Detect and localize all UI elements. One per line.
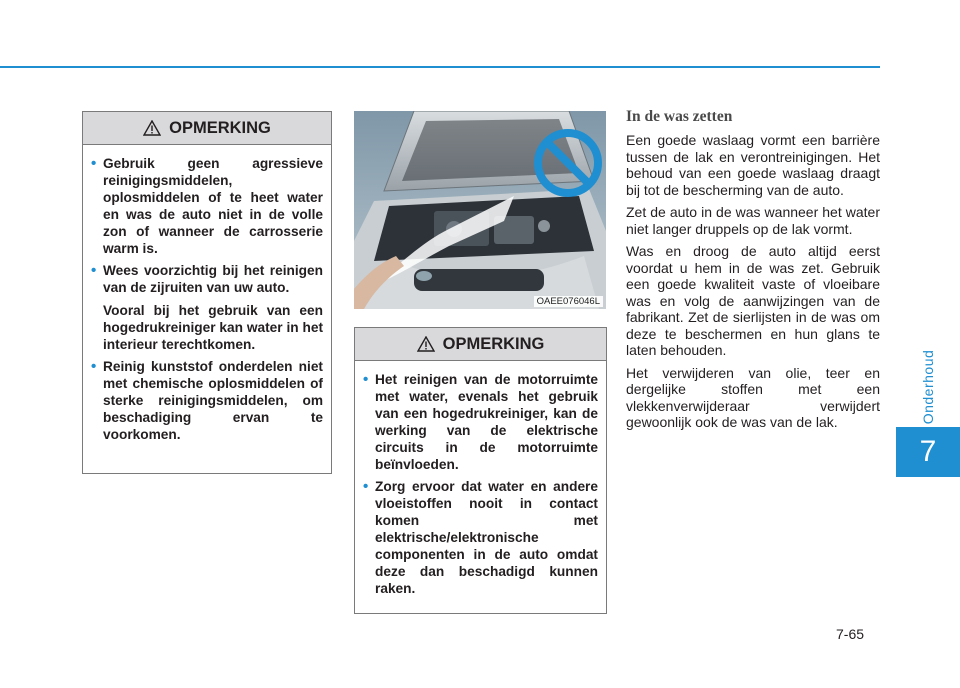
notice-title: OPMERKING bbox=[169, 118, 271, 137]
notice-item-text: Zorg ervoor dat water en andere vloeistoffen nooit in contact komen met elektrische/elektronische componenten in de auto omdat deze dan beschadigd kunnen raken. bbox=[375, 479, 598, 596]
notice-box-middle bbox=[354, 327, 607, 614]
engine-wash-prohibited-image bbox=[354, 111, 606, 309]
bullet-icon: • bbox=[91, 155, 97, 172]
engine-bay-illustration bbox=[354, 111, 606, 309]
notice-list bbox=[355, 361, 606, 597]
section-side-label-text: Onderhoud bbox=[920, 349, 936, 425]
warning-triangle-icon bbox=[143, 120, 161, 136]
notice-title: OPMERKING bbox=[442, 334, 545, 353]
notice-list bbox=[83, 145, 331, 443]
bullet-icon: • bbox=[363, 478, 369, 495]
notice-item-text: Reinig kunststof onderdelen niet met chemische oplosmiddelen of sterke reinigingsmiddelen, om beschadiging ervan te voorkomen. bbox=[103, 359, 323, 442]
notice-item bbox=[363, 478, 598, 597]
bullet-icon: • bbox=[91, 262, 97, 279]
chapter-number: 7 bbox=[919, 435, 937, 468]
notice-item-text: Het reinigen van de motorruimte met water, evenals het gebruik van een hogedrukreiniger, kan de werking van de elektrische circuits in de motorruimte beïnvloeden. bbox=[375, 372, 598, 472]
bullet-icon: • bbox=[91, 358, 97, 375]
section-paragraph: Het verwijderen van olie, teer en dergelijke stoffen met een vlekkenverwijderaar verwijdert gewoonlijk ook de was van de lak. bbox=[626, 364, 880, 430]
notice-header bbox=[83, 112, 331, 145]
figure-caption: OAEE076046L bbox=[534, 296, 603, 307]
notice-item bbox=[91, 262, 323, 353]
section-paragraph: Een goede waslaag vormt een barrière tussen de lak en verontreinigingen. Het behoud van een goede waslaag draagt bij tot de bescherming van de auto. bbox=[626, 132, 880, 198]
notice-item bbox=[91, 155, 323, 257]
section-paragraph: Was en droog de auto altijd eerst voordat u hem in de was zet. Gebruik een goede kwaliteit vaste of vloeibare was en volg de aanwijzingen van de fabrikant. Zet de sierlijsten in de was om deze te beschermen en hun glans te laten behouden. bbox=[626, 243, 880, 358]
section-heading: In de was zetten bbox=[626, 108, 733, 125]
waxing-section bbox=[626, 108, 880, 437]
notice-item bbox=[363, 371, 598, 473]
header-rule bbox=[0, 66, 880, 68]
bullet-icon: • bbox=[363, 371, 369, 388]
notice-item-text: Gebruik geen agressieve reinigingsmiddelen, oplosmiddelen of te heet water en was de auto niet in de volle zon of wanneer de carrosserie warm is. bbox=[103, 156, 323, 256]
page-number: 7-65 bbox=[836, 626, 865, 642]
section-paragraph: Zet de auto in de was wanneer het water niet langer druppels op de lak vormt. bbox=[626, 204, 880, 237]
notice-header bbox=[355, 328, 606, 361]
notice-box-left bbox=[82, 111, 332, 474]
notice-item bbox=[91, 358, 323, 443]
warning-triangle-icon bbox=[417, 336, 435, 352]
notice-item-text: Wees voorzichtig bij het reinigen van de zijruiten van uw auto. bbox=[103, 263, 323, 295]
section-side-label bbox=[896, 337, 960, 437]
chapter-tab bbox=[896, 427, 960, 477]
notice-item-text: Vooral bij het gebruik van een hogedrukreiniger kan water in het interieur terechtkomen. bbox=[103, 303, 323, 352]
